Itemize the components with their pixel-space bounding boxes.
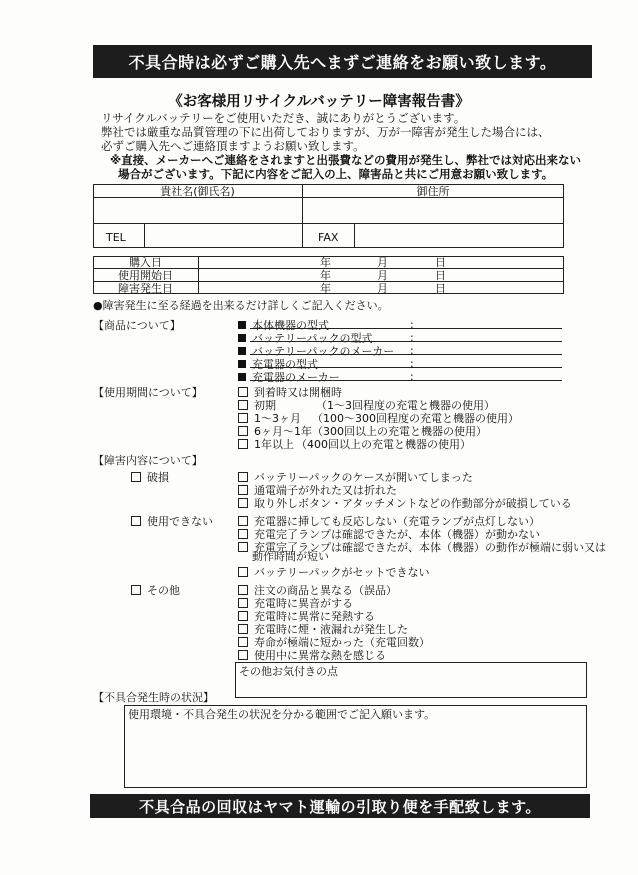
usage-section-heading: 【使用期間について】 <box>93 386 203 399</box>
other-option-2[interactable]: 充電時に異音がする <box>238 595 353 611</box>
checkbox[interactable] <box>238 598 248 608</box>
product-field-line[interactable] <box>250 341 562 342</box>
situation-section-heading: 【不具合発生時の状況】 <box>93 691 214 704</box>
instruction-text: ●障害発生に至る経過を出来るだけ詳しくご記入ください。 <box>93 299 389 312</box>
fault-category-broken[interactable]: 破損 <box>131 469 169 485</box>
start-month-label: 月 <box>377 269 388 282</box>
black-square-icon <box>238 321 246 329</box>
product-field-line[interactable] <box>250 380 562 381</box>
product-field-line[interactable] <box>250 367 562 368</box>
black-square-icon <box>238 347 246 355</box>
broken-option-3[interactable]: 取り外しボタン・アタッチメントなどの作動部分が破損している <box>238 495 572 511</box>
fault-year-label: 年 <box>320 282 331 295</box>
company-name-field[interactable] <box>94 198 301 222</box>
checkbox[interactable] <box>238 585 248 595</box>
broken-option-2[interactable]: 通電端子が外れた又は折れた <box>238 482 397 498</box>
checkbox[interactable] <box>238 387 248 397</box>
usage-option-arrival[interactable]: 到着時又は開梱時 <box>238 384 342 400</box>
black-square-icon <box>238 334 246 342</box>
company-name-label: 貴社名(御氏名) <box>160 185 235 198</box>
checkbox[interactable] <box>131 472 141 482</box>
fax-label: FAX <box>318 231 339 244</box>
checkbox[interactable] <box>131 516 141 526</box>
intro-line-4: ※直接、メーカーへご連絡をされますと出張費などの費用が発生し、弊社では対応出来ない <box>110 153 581 167</box>
fault-day-label: 日 <box>435 282 446 295</box>
checkbox[interactable] <box>238 611 248 621</box>
product-item-charger-model: 充電器の型式 <box>238 356 318 372</box>
start-date-label: 使用開始日 <box>118 269 173 282</box>
other-option-5[interactable]: 寿命が極端に短かった（充電回数） <box>238 634 430 650</box>
other-option-1[interactable]: 注文の商品と異なる（誤品） <box>238 582 397 598</box>
usage-option-1-3-months[interactable]: 1～3ヶ月 （100～300回程度の充電と機器の使用） <box>238 410 519 426</box>
fax-field[interactable] <box>355 224 563 247</box>
product-item-body-model: 本体機器の型式 <box>238 317 329 333</box>
other-option-4[interactable]: 充電時に煙・液漏れが発生した <box>238 621 408 637</box>
product-field-line[interactable] <box>250 328 562 329</box>
product-section-heading: 【商品について】 <box>93 319 181 332</box>
colon: : <box>410 331 414 344</box>
purchase-month-label: 月 <box>377 256 388 269</box>
checkbox[interactable] <box>238 426 248 436</box>
checkbox[interactable] <box>238 472 248 482</box>
unusable-option-3-continued: 動作時間が短い <box>252 550 329 563</box>
checkbox[interactable] <box>238 485 248 495</box>
fault-section-heading: 【障害内容について】 <box>93 454 203 467</box>
checkbox[interactable] <box>238 529 248 539</box>
usage-option-initial[interactable]: 初期 （1～3回程度の充電と機器の使用） <box>238 397 495 413</box>
unusable-option-3[interactable]: 充電完了ランプは確認できたが、本体（機器）の動作が極端に弱い又は <box>238 539 606 555</box>
purchase-day-label: 日 <box>435 256 446 269</box>
checkbox[interactable] <box>238 624 248 634</box>
purchase-year-label: 年 <box>320 256 331 269</box>
checkbox[interactable] <box>131 585 141 595</box>
other-option-6[interactable]: 使用中に異常な熱を感じる <box>238 647 386 663</box>
black-square-icon <box>238 360 246 368</box>
checkbox[interactable] <box>238 542 248 552</box>
intro-line-5: 場合がございます。下記に内容をご記入の上、障害品と共にご用意お願い致します。 <box>118 167 554 181</box>
product-item-pack-model: バッテリーパックの型式 <box>238 330 372 346</box>
purchase-date-label: 購入日 <box>129 256 162 269</box>
checkbox[interactable] <box>238 637 248 647</box>
usage-option-over-1-year[interactable]: 1年以上 （400回以上の充電と機器の使用） <box>238 436 471 452</box>
fault-date-label: 障害発生日 <box>118 282 173 295</box>
product-item-charger-maker: 充電器のメーカー <box>238 369 340 385</box>
checkbox[interactable] <box>238 516 248 526</box>
other-notes-label: その他お気付きの点 <box>239 665 338 678</box>
checkbox[interactable] <box>238 400 248 410</box>
tel-label: TEL <box>106 231 126 244</box>
checkbox[interactable] <box>238 413 248 423</box>
checkbox[interactable] <box>238 650 248 660</box>
document-title: 《お客様用リサイクルバッテリー障害報告書》 <box>168 94 470 110</box>
intro-line-3: 必ずご購入先へご連絡頂ますようお願い致します。 <box>101 139 365 153</box>
checkbox[interactable] <box>238 567 248 577</box>
checkbox[interactable] <box>238 439 248 449</box>
product-field-line[interactable] <box>250 354 562 355</box>
fault-category-other[interactable]: その他 <box>131 582 180 598</box>
tel-field[interactable] <box>145 224 301 247</box>
address-field[interactable] <box>303 198 563 222</box>
checkbox[interactable] <box>238 498 248 508</box>
intro-line-1: リサイクルバッテリーをご使用いただき、誠にありがとうございます。 <box>101 111 466 125</box>
colon: : <box>410 370 414 383</box>
address-label: 御住所 <box>416 185 450 198</box>
unusable-option-2[interactable]: 充電完了ランプは確認できたが、本体（機器）が動かない <box>238 526 540 542</box>
fault-month-label: 月 <box>377 282 388 295</box>
product-item-pack-maker: バッテリーパックのメーカー <box>238 343 394 359</box>
colon: : <box>410 318 414 331</box>
start-day-label: 日 <box>435 269 446 282</box>
unusable-option-4[interactable]: バッテリーパックがセットできない <box>238 564 429 580</box>
other-option-3[interactable]: 充電時に異常に発熱する <box>238 608 375 624</box>
bottom-notice-banner: 不具合品の回収はヤマト運輸の引取り便を手配致します。 <box>90 794 590 818</box>
colon: : <box>410 344 414 357</box>
start-year-label: 年 <box>320 269 331 282</box>
black-square-icon <box>238 373 246 381</box>
fault-category-unusable[interactable]: 使用できない <box>131 513 213 529</box>
situation-box-label: 使用環境・不具合発生の状況を分かる範囲でご記入願います。 <box>128 708 436 721</box>
unusable-option-1[interactable]: 充電器に挿しても反応しない（充電ランプが点灯しない） <box>238 513 540 529</box>
top-notice-banner: 不具合時は必ずご購入先へまずご連絡をお願い致します。 <box>93 45 592 78</box>
intro-line-2: 弊社では厳重な品質管理の下に出荷しておりますが、万が一障害が発生した場合には、 <box>101 125 550 139</box>
usage-option-6-12-months[interactable]: 6ヶ月～1年 （300回以上の充電と機器の使用） <box>238 423 487 439</box>
broken-option-1[interactable]: バッテリーパックのケースが開いてしまった <box>238 469 473 485</box>
colon: : <box>410 357 414 370</box>
